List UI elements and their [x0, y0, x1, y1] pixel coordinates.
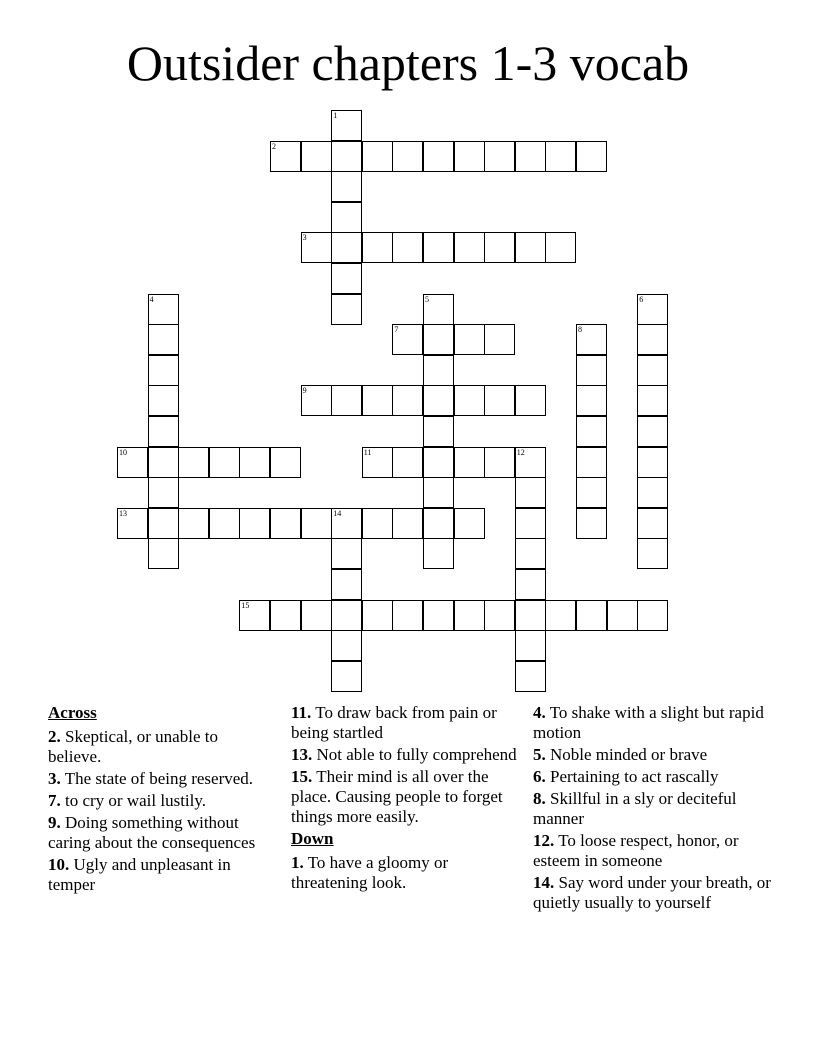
- grid-cell[interactable]: [148, 294, 179, 325]
- grid-cell[interactable]: [239, 508, 270, 539]
- clue-number: 7.: [48, 791, 61, 810]
- grid-cell[interactable]: [454, 324, 485, 355]
- clue-text: Skillful in a sly or deciteful manner: [533, 789, 737, 828]
- clue-number: 14.: [533, 873, 555, 892]
- cell-number: 4: [149, 294, 154, 304]
- clue-across-11: [291, 703, 523, 743]
- grid-cell[interactable]: [484, 447, 515, 478]
- grid-cell[interactable]: [362, 508, 393, 539]
- grid-cell[interactable]: [484, 141, 515, 172]
- grid-cell[interactable]: [423, 355, 454, 386]
- grid-cell[interactable]: [117, 447, 148, 478]
- clue-text: To have a gloomy or threatening look.: [291, 853, 449, 892]
- grid-cell[interactable]: [148, 447, 179, 478]
- cell-number: 12: [516, 447, 525, 457]
- clue-text: To loose respect, honor, or esteem in someone: [533, 831, 739, 870]
- clue-text: Their mind is all over the place. Causing people to forget things more easily.: [291, 767, 503, 826]
- clue-number: 2.: [48, 727, 61, 746]
- clue-number: 5.: [533, 745, 546, 764]
- grid-cell[interactable]: [362, 232, 393, 263]
- grid-cell[interactable]: [392, 232, 423, 263]
- grid-cell[interactable]: [148, 355, 179, 386]
- grid-cell[interactable]: [454, 447, 485, 478]
- grid-cell[interactable]: [148, 538, 179, 569]
- grid-cell[interactable]: [362, 385, 393, 416]
- grid-cell[interactable]: [545, 232, 576, 263]
- grid-cell[interactable]: [392, 141, 423, 172]
- grid-cell[interactable]: [270, 600, 301, 631]
- clue-text: The state of being reserved.: [64, 769, 254, 788]
- clue-text: Noble minded or brave: [550, 745, 708, 764]
- grid-cell[interactable]: [331, 385, 362, 416]
- grid-cell[interactable]: [301, 385, 332, 416]
- clue-number: 12.: [533, 831, 555, 850]
- grid-cell[interactable]: [515, 661, 546, 692]
- grid-cell[interactable]: [515, 600, 546, 631]
- clue-number: 11.: [291, 703, 312, 722]
- grid-cell[interactable]: [331, 232, 362, 263]
- grid-cell[interactable]: [637, 508, 668, 539]
- grid-cell[interactable]: [270, 141, 301, 172]
- grid-cell[interactable]: [270, 508, 301, 539]
- clue-down-6: [533, 767, 773, 787]
- grid-cell[interactable]: [423, 508, 454, 539]
- grid-cell[interactable]: [423, 477, 454, 508]
- clue-down-4: [533, 703, 773, 743]
- grid-cell[interactable]: [515, 569, 546, 600]
- grid-cell[interactable]: [392, 385, 423, 416]
- grid-cell[interactable]: [331, 508, 362, 539]
- clue-number: 15.: [291, 767, 313, 786]
- cell-number: 5: [425, 294, 429, 304]
- grid-cell[interactable]: [148, 477, 179, 508]
- grid-cell[interactable]: [392, 600, 423, 631]
- cell-number: 10: [119, 447, 127, 457]
- cell-number: 15: [241, 600, 250, 610]
- grid-cell[interactable]: [637, 416, 668, 447]
- grid-cell[interactable]: [331, 263, 362, 294]
- cell-number: 7: [394, 325, 399, 335]
- clue-number: 13.: [291, 745, 313, 764]
- grid-cell[interactable]: [178, 508, 209, 539]
- clue-number: 8.: [533, 789, 546, 808]
- clue-number: 6.: [533, 767, 546, 786]
- grid-cell[interactable]: [148, 416, 179, 447]
- grid-cell[interactable]: [515, 538, 546, 569]
- grid-cell[interactable]: [331, 538, 362, 569]
- grid-cell[interactable]: [423, 538, 454, 569]
- grid-cell[interactable]: [637, 385, 668, 416]
- clue-across-3: [48, 769, 263, 789]
- clue-text: To draw back from pain or being startled: [291, 703, 497, 742]
- grid-cell[interactable]: [392, 508, 423, 539]
- grid-cell[interactable]: [148, 324, 179, 355]
- grid-cell[interactable]: [576, 477, 607, 508]
- grid-cell[interactable]: [576, 355, 607, 386]
- grid-cell[interactable]: [331, 661, 362, 692]
- cell-number: 8: [578, 325, 582, 335]
- grid-cell[interactable]: [545, 600, 576, 631]
- clue-text: Doing something without caring about the consequences: [48, 813, 256, 852]
- grid-cell[interactable]: [301, 600, 332, 631]
- clue-across-13: [291, 745, 523, 765]
- clue-number: 4.: [533, 703, 546, 722]
- cell-number: 6: [639, 294, 644, 304]
- grid-cell[interactable]: [637, 538, 668, 569]
- clue-text: To shake with a slight but rapid motion: [533, 703, 764, 742]
- grid-cell[interactable]: [515, 141, 546, 172]
- grid-cell[interactable]: [148, 508, 179, 539]
- grid-cell[interactable]: [484, 385, 515, 416]
- clue-number: 9.: [48, 813, 61, 832]
- cell-number: 14: [333, 508, 342, 518]
- clue-column-1: [48, 703, 263, 897]
- grid-cell[interactable]: [148, 385, 179, 416]
- grid-cell[interactable]: [331, 171, 362, 202]
- clue-down-12: [533, 831, 773, 871]
- down-heading: Down: [291, 829, 334, 848]
- clue-number: 1.: [291, 853, 304, 872]
- cell-number: 2: [272, 141, 276, 151]
- clue-across-7: [48, 791, 263, 811]
- clue-across-9: [48, 813, 263, 853]
- grid-cell[interactable]: [637, 600, 668, 631]
- grid-cell[interactable]: [423, 447, 454, 478]
- grid-cell[interactable]: [515, 447, 546, 478]
- clue-text: Pertaining to act rascally: [550, 767, 719, 786]
- grid-cell[interactable]: [423, 600, 454, 631]
- grid-cell[interactable]: [576, 600, 607, 631]
- grid-cell[interactable]: [392, 447, 423, 478]
- grid-cell[interactable]: [454, 508, 485, 539]
- grid-cell[interactable]: [515, 477, 546, 508]
- grid-cell[interactable]: [423, 141, 454, 172]
- cell-number: 1: [333, 111, 338, 120]
- grid-cell[interactable]: [392, 324, 423, 355]
- grid-cell[interactable]: [331, 569, 362, 600]
- grid-cell[interactable]: [484, 600, 515, 631]
- grid-cell[interactable]: [301, 508, 332, 539]
- grid-cell[interactable]: [331, 294, 362, 325]
- clue-across-2: [48, 727, 263, 767]
- grid-cell[interactable]: [454, 385, 485, 416]
- grid-cell[interactable]: [331, 600, 362, 631]
- grid-cell[interactable]: [301, 232, 332, 263]
- grid-cell[interactable]: [515, 232, 546, 263]
- cell-number: 13: [119, 508, 127, 518]
- clue-down-14: [533, 873, 773, 913]
- grid-cell[interactable]: [239, 600, 270, 631]
- grid-cell[interactable]: [423, 294, 454, 325]
- grid-cell[interactable]: [362, 141, 393, 172]
- cell-number: 3: [302, 233, 307, 243]
- grid-cell[interactable]: [270, 447, 301, 478]
- clue-text: Not able to fully comprehend: [316, 745, 517, 764]
- clue-column-3: [533, 703, 773, 915]
- grid-cell[interactable]: [576, 447, 607, 478]
- grid-cell[interactable]: [637, 477, 668, 508]
- grid-cell[interactable]: [484, 232, 515, 263]
- clue-number: 10.: [48, 855, 70, 874]
- grid-cell[interactable]: [239, 447, 270, 478]
- grid-cell[interactable]: [362, 600, 393, 631]
- cell-number: 9: [302, 386, 307, 396]
- grid-cell[interactable]: [301, 141, 332, 172]
- clue-across-15: [291, 767, 523, 827]
- grid-cell[interactable]: [178, 447, 209, 478]
- grid-cell[interactable]: [331, 202, 362, 233]
- clue-text: Ugly and unpleasant in temper: [48, 855, 231, 894]
- grid-cell[interactable]: [576, 141, 607, 172]
- grid-cell[interactable]: [117, 508, 148, 539]
- clue-down-5: [533, 745, 773, 765]
- grid-cell[interactable]: [209, 508, 240, 539]
- grid-cell[interactable]: [576, 416, 607, 447]
- grid-cell[interactable]: [576, 385, 607, 416]
- grid-cell[interactable]: [545, 141, 576, 172]
- grid-cell[interactable]: [576, 508, 607, 539]
- grid-cell[interactable]: [423, 385, 454, 416]
- grid-cell[interactable]: [637, 355, 668, 386]
- grid-cell[interactable]: [576, 324, 607, 355]
- clue-across-10: [48, 855, 263, 895]
- across-heading: Across: [48, 703, 97, 722]
- grid-cell[interactable]: [637, 294, 668, 325]
- clue-down-8: [533, 789, 773, 829]
- grid-cell[interactable]: [484, 324, 515, 355]
- grid-cell[interactable]: [637, 324, 668, 355]
- grid-cell[interactable]: [454, 600, 485, 631]
- grid-cell[interactable]: [423, 416, 454, 447]
- grid-cell[interactable]: [515, 630, 546, 661]
- grid-cell[interactable]: [454, 141, 485, 172]
- grid-cell[interactable]: [515, 385, 546, 416]
- grid-cell[interactable]: [362, 447, 393, 478]
- clue-text: Skeptical, or unable to believe.: [48, 727, 218, 766]
- clue-number: 3.: [48, 769, 61, 788]
- clue-column-2: [291, 703, 523, 895]
- clue-text: Say word under your breath, or quietly usually to yourself: [533, 873, 771, 912]
- grid-cell[interactable]: [515, 508, 546, 539]
- grid-cell[interactable]: [331, 141, 362, 172]
- grid-cell[interactable]: [209, 447, 240, 478]
- page-title: Outsider chapters 1-3 vocab: [126, 35, 690, 91]
- grid-cell[interactable]: [607, 600, 638, 631]
- grid-cell[interactable]: [331, 630, 362, 661]
- clue-down-1: [291, 853, 523, 893]
- clue-text: to cry or wail lustily.: [65, 791, 207, 810]
- grid-cell[interactable]: [454, 232, 485, 263]
- grid-cell[interactable]: [331, 110, 362, 141]
- cell-number: 11: [363, 447, 372, 457]
- grid-cell[interactable]: [637, 447, 668, 478]
- grid-cell[interactable]: [423, 324, 454, 355]
- grid-cell[interactable]: [423, 232, 454, 263]
